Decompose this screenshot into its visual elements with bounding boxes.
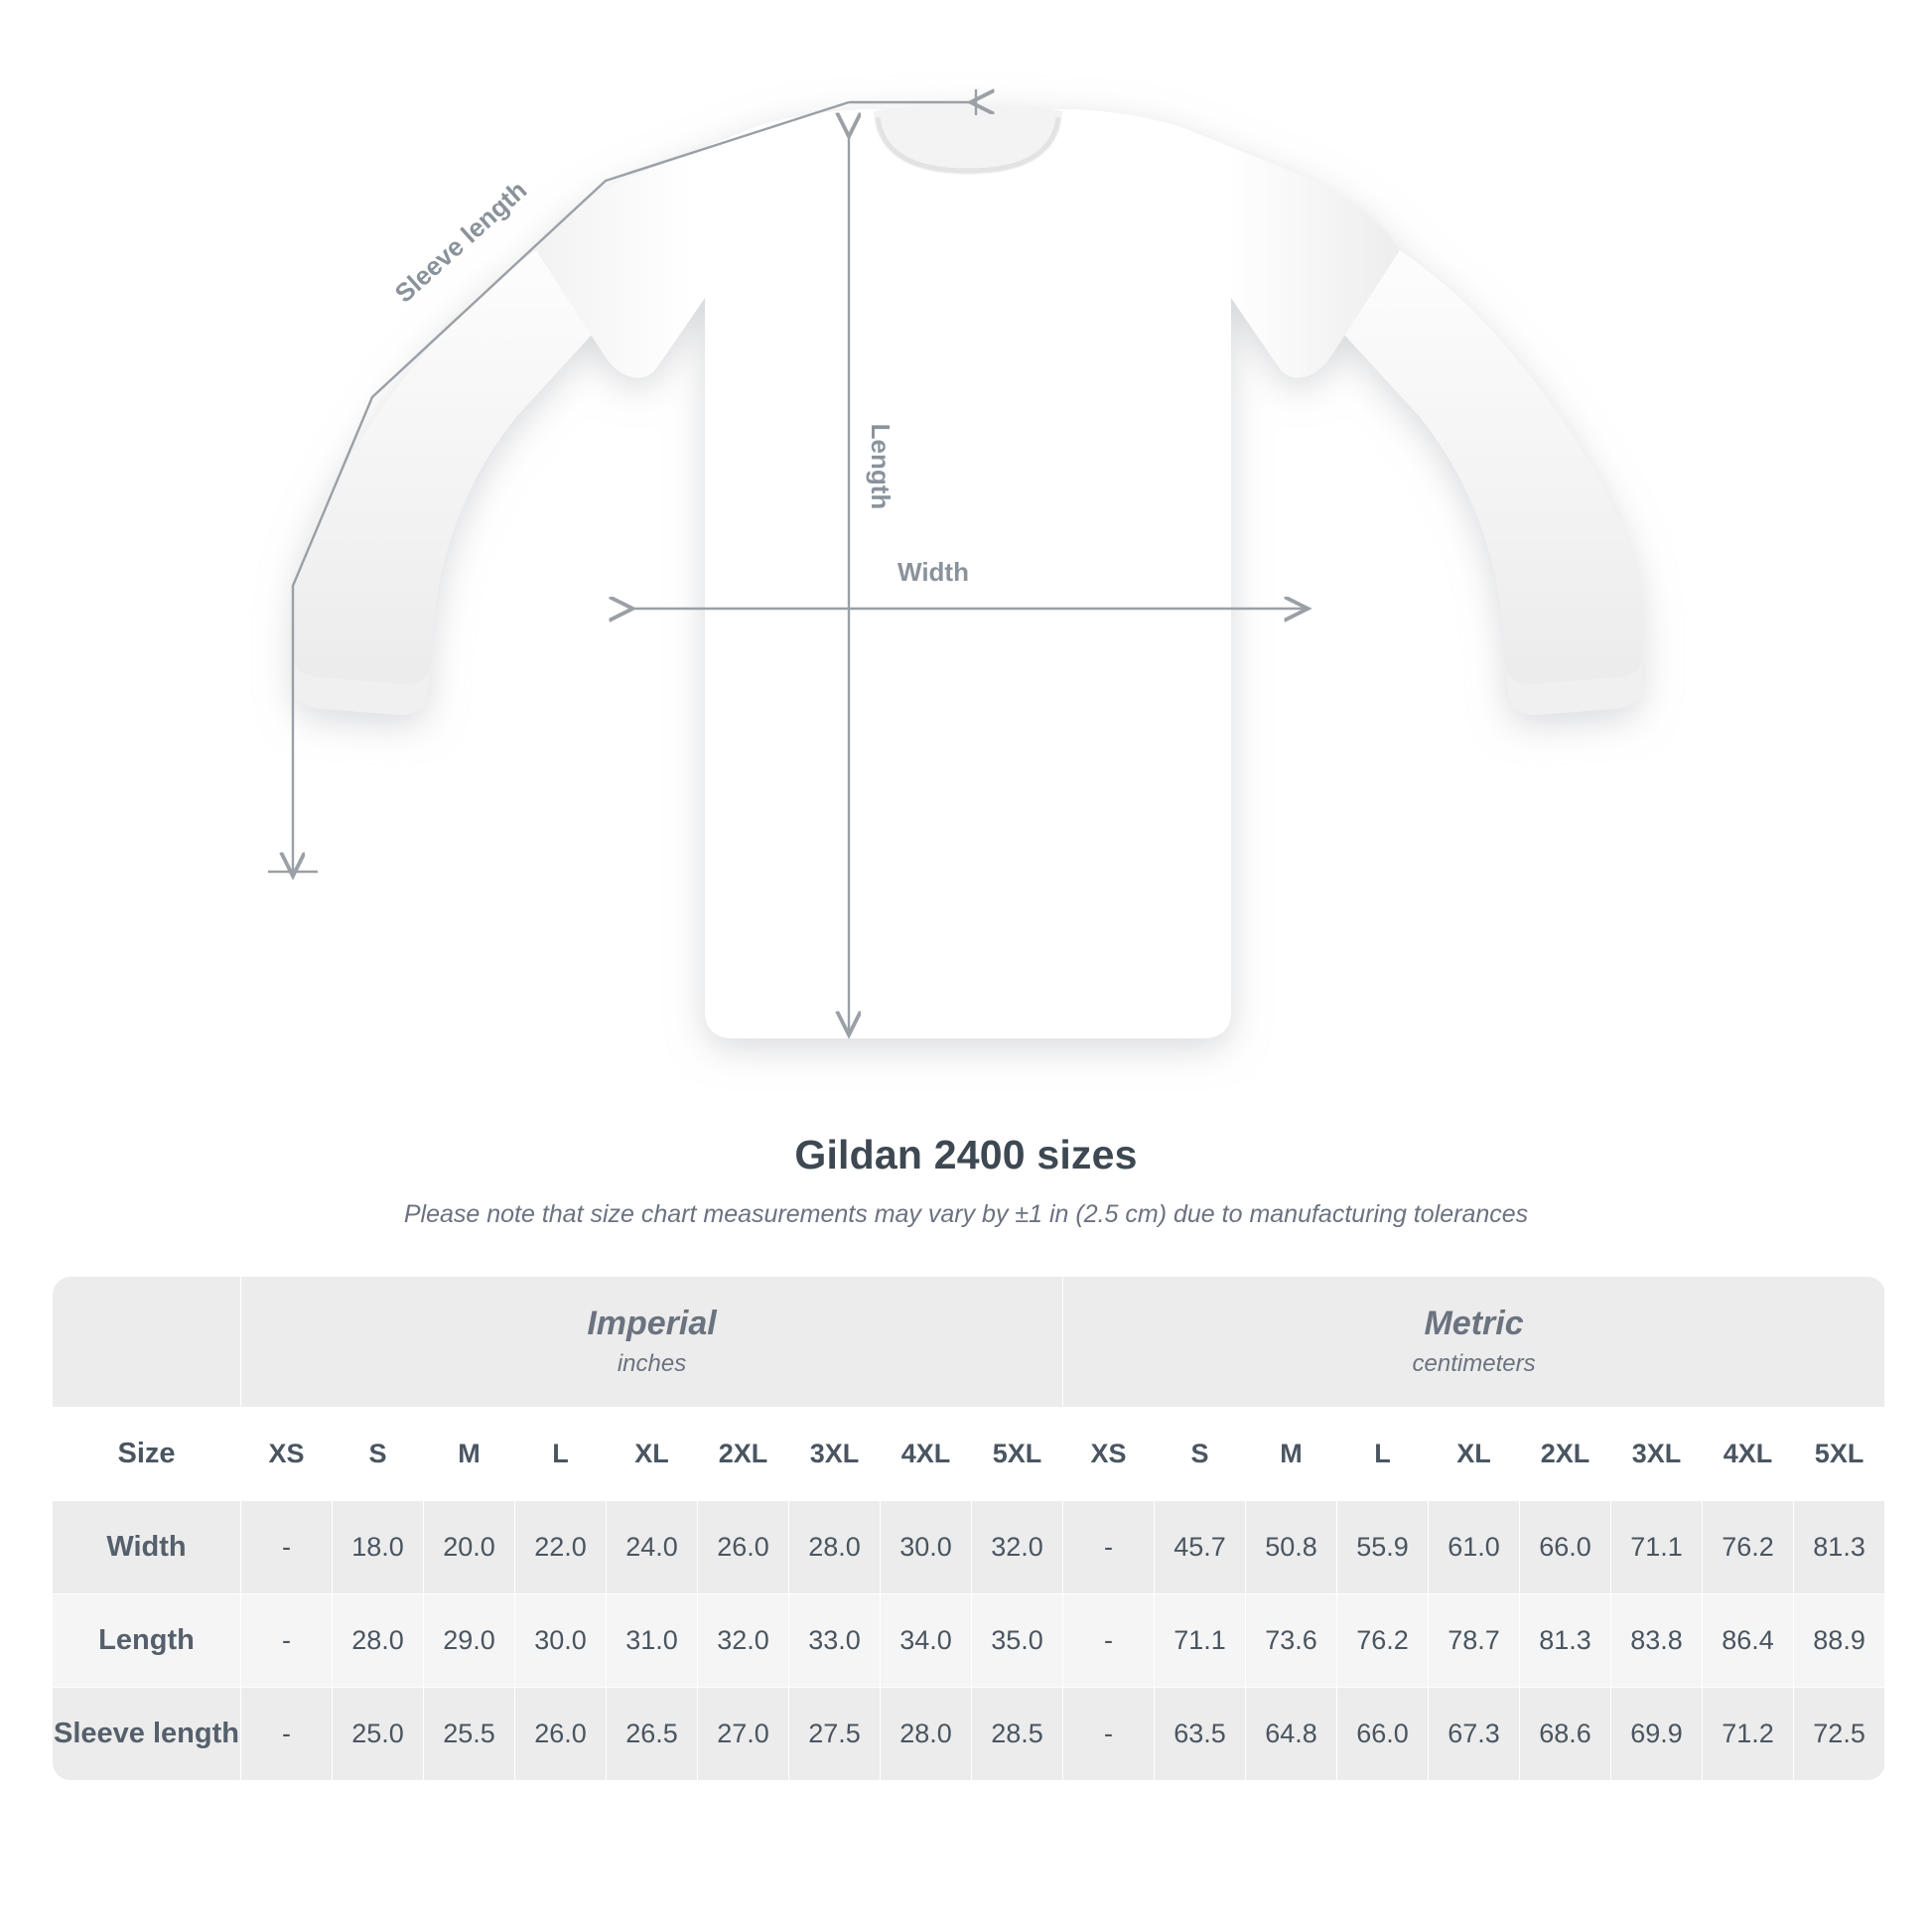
cell-sleeve-imp-l: 26.0	[515, 1687, 607, 1780]
cell-length-imp-m: 29.0	[424, 1593, 515, 1687]
size-col-met-s: S	[1155, 1407, 1246, 1500]
cell-sleeve-met-xs: -	[1063, 1687, 1155, 1780]
cell-length-imp-l: 30.0	[515, 1593, 607, 1687]
unit-header-row	[53, 1277, 1885, 1408]
size-header-label: Size	[53, 1407, 241, 1500]
cell-width-met-4xl: 76.2	[1703, 1500, 1794, 1593]
cell-sleeve-imp-xs: -	[241, 1687, 333, 1780]
size-table-wrapper	[52, 1276, 1881, 1781]
cell-width-imp-s: 18.0	[333, 1500, 424, 1593]
cell-length-met-m: 73.6	[1246, 1593, 1337, 1687]
size-col-met-4xl: 4XL	[1703, 1407, 1794, 1500]
cell-length-met-s: 71.1	[1155, 1593, 1246, 1687]
size-col-imp-4xl: 4XL	[881, 1407, 972, 1500]
cell-width-met-s: 45.7	[1155, 1500, 1246, 1593]
cell-sleeve-met-m: 64.8	[1246, 1687, 1337, 1780]
row-label-length: Length	[53, 1593, 241, 1687]
cell-sleeve-met-2xl: 68.6	[1520, 1687, 1611, 1780]
unit-imperial-name: Imperial	[587, 1305, 717, 1342]
cell-sleeve-imp-4xl: 28.0	[881, 1687, 972, 1780]
cell-sleeve-met-3xl: 69.9	[1611, 1687, 1703, 1780]
unit-header-imperial	[241, 1277, 1063, 1408]
unit-header-spacer	[53, 1277, 241, 1408]
size-col-imp-xl: XL	[607, 1407, 698, 1500]
table-row	[53, 1500, 1885, 1593]
table-row	[53, 1593, 1885, 1687]
cell-width-met-l: 55.9	[1337, 1500, 1429, 1593]
cell-width-met-xl: 61.0	[1429, 1500, 1520, 1593]
row-label-width: Width	[53, 1500, 241, 1593]
cell-width-imp-5xl: 32.0	[972, 1500, 1063, 1593]
cell-sleeve-imp-2xl: 27.0	[698, 1687, 789, 1780]
size-col-met-xl: XL	[1429, 1407, 1520, 1500]
size-col-imp-l: L	[515, 1407, 607, 1500]
cell-sleeve-met-s: 63.5	[1155, 1687, 1246, 1780]
cell-sleeve-imp-xl: 26.5	[607, 1687, 698, 1780]
cell-length-met-xl: 78.7	[1429, 1593, 1520, 1687]
size-col-imp-5xl: 5XL	[972, 1407, 1063, 1500]
cell-width-met-m: 50.8	[1246, 1500, 1337, 1593]
size-col-met-xs: XS	[1063, 1407, 1155, 1500]
cell-length-imp-s: 28.0	[333, 1593, 424, 1687]
cell-width-imp-3xl: 28.0	[789, 1500, 881, 1593]
row-label-sleeve-length: Sleeve length	[53, 1687, 241, 1780]
label-sleeve-length: Sleeve length	[388, 175, 533, 309]
cell-width-met-5xl: 81.3	[1794, 1500, 1885, 1593]
cell-length-met-l: 76.2	[1337, 1593, 1429, 1687]
cell-sleeve-imp-s: 25.0	[333, 1687, 424, 1780]
cell-length-met-2xl: 81.3	[1520, 1593, 1611, 1687]
size-col-met-2xl: 2XL	[1520, 1407, 1611, 1500]
cell-length-met-3xl: 83.8	[1611, 1593, 1703, 1687]
chart-title: Gildan 2400 sizes	[794, 1132, 1138, 1177]
cell-width-imp-xl: 24.0	[607, 1500, 698, 1593]
size-table	[52, 1276, 1885, 1781]
size-col-imp-m: M	[424, 1407, 515, 1500]
size-col-met-3xl: 3XL	[1611, 1407, 1703, 1500]
chart-note: Please note that size chart measurements may vary by ±1 in (2.5 cm) due to manufacturing tolerances	[403, 1200, 1529, 1228]
cell-length-imp-xl: 31.0	[607, 1593, 698, 1687]
cell-sleeve-met-5xl: 72.5	[1794, 1687, 1885, 1780]
title-block	[0, 1132, 1932, 1229]
size-col-imp-3xl: 3XL	[789, 1407, 881, 1500]
size-col-imp-2xl: 2XL	[698, 1407, 789, 1500]
cell-width-imp-xs: -	[241, 1500, 333, 1593]
unit-header-metric	[1063, 1277, 1885, 1408]
size-col-imp-s: S	[333, 1407, 424, 1500]
size-col-imp-xs: XS	[241, 1407, 333, 1500]
cell-width-imp-2xl: 26.0	[698, 1500, 789, 1593]
cell-length-met-xs: -	[1063, 1593, 1155, 1687]
unit-metric-sub: centimeters	[1412, 1349, 1536, 1377]
cell-sleeve-imp-5xl: 28.5	[972, 1687, 1063, 1780]
cell-length-met-4xl: 86.4	[1703, 1593, 1794, 1687]
unit-imperial-sub: inches	[617, 1349, 687, 1377]
cell-width-imp-l: 22.0	[515, 1500, 607, 1593]
cell-width-imp-4xl: 30.0	[881, 1500, 972, 1593]
cell-sleeve-met-xl: 67.3	[1429, 1687, 1520, 1780]
cell-length-met-5xl: 88.9	[1794, 1593, 1885, 1687]
cell-length-imp-3xl: 33.0	[789, 1593, 881, 1687]
cell-length-imp-4xl: 34.0	[881, 1593, 972, 1687]
cell-width-met-2xl: 66.0	[1520, 1500, 1611, 1593]
size-col-met-5xl: 5XL	[1794, 1407, 1885, 1500]
size-col-met-m: M	[1246, 1407, 1337, 1500]
cell-sleeve-imp-m: 25.5	[424, 1687, 515, 1780]
size-header-row	[53, 1407, 1885, 1500]
cell-length-imp-2xl: 32.0	[698, 1593, 789, 1687]
label-width: Width	[897, 557, 969, 587]
cell-width-imp-m: 20.0	[424, 1500, 515, 1593]
cell-length-imp-5xl: 35.0	[972, 1593, 1063, 1687]
cell-sleeve-imp-3xl: 27.5	[789, 1687, 881, 1780]
cell-length-imp-xs: -	[241, 1593, 333, 1687]
table-row	[53, 1687, 1885, 1780]
cell-sleeve-met-l: 66.0	[1337, 1687, 1429, 1780]
cell-width-met-3xl: 71.1	[1611, 1500, 1703, 1593]
cell-sleeve-met-4xl: 71.2	[1703, 1687, 1794, 1780]
size-col-met-l: L	[1337, 1407, 1429, 1500]
unit-metric-name: Metric	[1424, 1305, 1524, 1342]
cell-width-met-xs: -	[1063, 1500, 1155, 1593]
label-length: Length	[866, 423, 896, 510]
